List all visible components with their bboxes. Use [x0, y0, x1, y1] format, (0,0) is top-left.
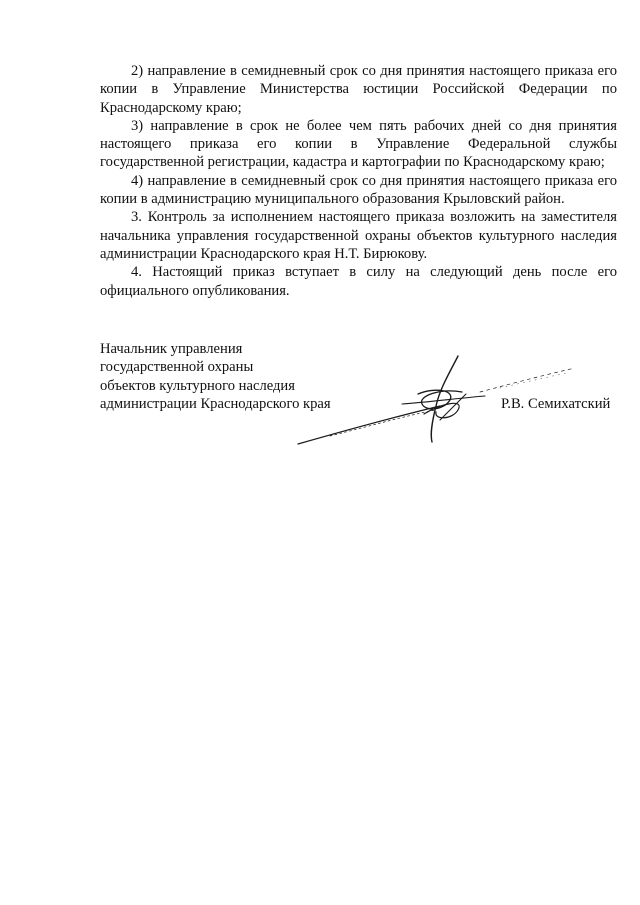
document-body — [100, 62, 617, 300]
signatory-title-line: администрации Краснодарского края — [100, 395, 331, 412]
paragraph-item-4: 4) направление в семидневный срок со дня принятия настоящего приказа его копии в администрацию муниципального образования Крыловский район. — [100, 172, 617, 208]
handwritten-signature — [290, 352, 590, 452]
signatory-title-line: государственной охраны — [100, 359, 254, 376]
paragraph-item-2: 2) направление в семидневный срок со дня принятия настоящего приказа его копии в Управление Министерства юстиции Российской Федерации по Краснодарскому краю; — [100, 63, 617, 116]
paragraph-item-3: 3) направление в срок не более чем пять рабочих дней со дня принятия настоящего приказа его копии в Управление Федеральной службы государственной регистрации, кадастра и картографии по Краснодарскому краю; — [100, 117, 617, 171]
signatory-name: Р.В. Семихатский — [501, 396, 611, 412]
paragraph-control: 3. Контроль за исполнением настоящего приказа возложить на заместителя начальника управления государственной охраны объектов культурного наследия администрации Краснодарского края Н.Т. Бирюкову. — [100, 209, 617, 262]
signatory-title-line: Начальник управления — [100, 341, 243, 357]
signatory-title-line: объектов культурного наследия — [100, 377, 295, 394]
paragraph-effective-date: 4. Настоящий приказ вступает в силу на следующий день после его официального опубликования. — [100, 264, 617, 299]
